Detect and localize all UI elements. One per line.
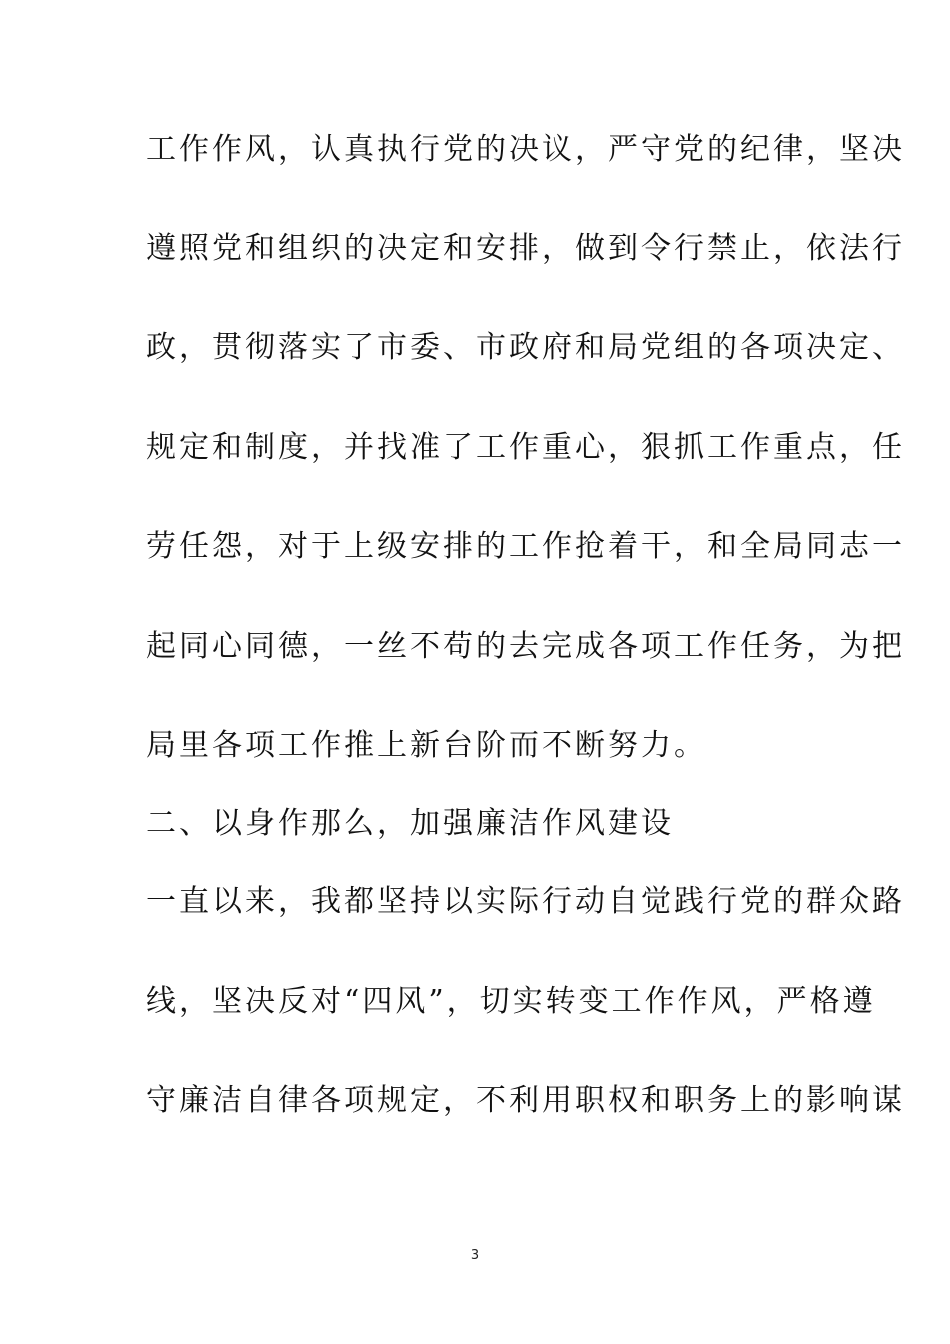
body-text-line: 一直以来，我都坚持以实际行动自觉践行党的群众路	[146, 884, 905, 919]
page-number: 3	[470, 1248, 480, 1263]
body-text-line: 规定和制度，并找准了工作重心，狠抓工作重点，任	[146, 430, 905, 465]
body-text-line: 线，坚决反对“四风”，切实转变工作作风，严格遵	[146, 984, 876, 1019]
body-text-line: 政，贯彻落实了市委、市政府和局党组的各项决定、	[146, 330, 905, 365]
body-text-line: 劳任怨，对于上级安排的工作抢着干，和全局同志一	[146, 529, 905, 564]
body-text-line: 局里各项工作推上新台阶而不断努力。	[146, 728, 707, 763]
body-text-line: 起同心同德，一丝不苟的去完成各项工作任务，为把	[146, 629, 905, 664]
section-heading: 二、以身作那么，加强廉洁作风建设	[146, 806, 674, 841]
body-text-line: 工作作风，认真执行党的决议，严守党的纪律，坚决	[146, 132, 905, 167]
body-text-line: 遵照党和组织的决定和安排，做到令行禁止，依法行	[146, 231, 905, 266]
body-text-line: 守廉洁自律各项规定，不利用职权和职务上的影响谋	[146, 1083, 905, 1118]
